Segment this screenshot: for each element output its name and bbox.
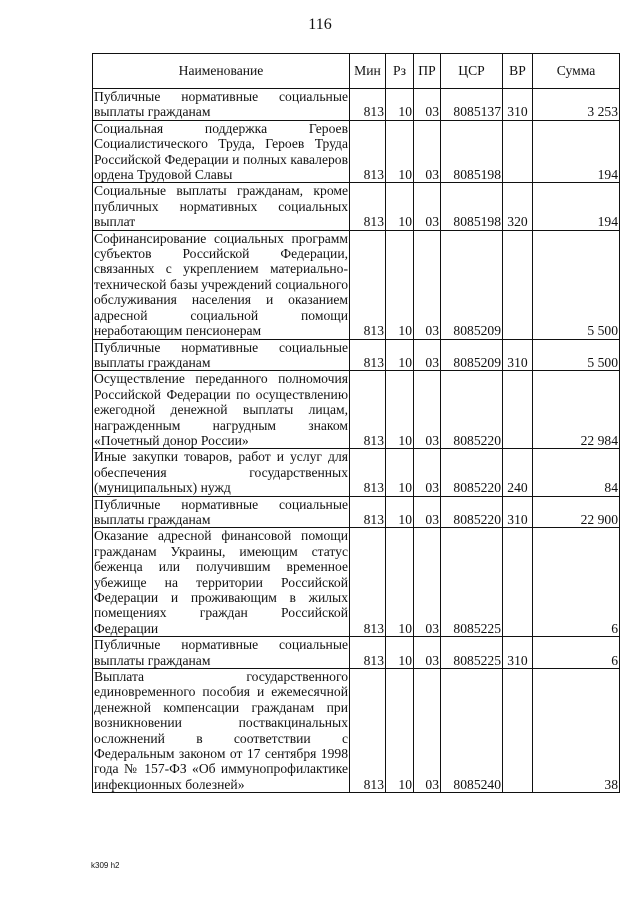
header-sum: Сумма: [533, 54, 620, 89]
table-row: [93, 669, 620, 793]
cell-name: Выплата государственного единовременного пособия и ежемесячной денежной компенсации гражданам при возникновении поствакцинальных осложнений в соответствии с Федеральным законом от 17 сентября 1998 года № 157-ФЗ «Об иммунопрофилактике инфекционных болезней»: [94, 669, 348, 792]
cell-pr: 03: [414, 496, 441, 528]
cell-name: Публичные нормативные социальные выплаты гражданам: [94, 637, 348, 668]
cell-rz: 10: [386, 120, 414, 183]
cell-rz: 10: [386, 449, 414, 496]
cell-min: 813: [350, 120, 386, 183]
cell-rz: 10: [386, 183, 414, 230]
cell-vr: [503, 371, 533, 449]
cell-sum: 6: [533, 637, 620, 669]
cell-vr: 320: [503, 183, 533, 230]
header-min: Мин: [350, 54, 386, 89]
cell-vr: [503, 528, 533, 637]
cell-csr: 8085220: [441, 449, 503, 496]
cell-name: Публичные нормативные социальные выплаты гражданам: [94, 496, 348, 527]
table-row: [93, 371, 620, 449]
cell-csr: 8085220: [441, 371, 503, 449]
cell-csr: 8085209: [441, 230, 503, 339]
cell-name: Публичные нормативные социальные выплаты гражданам: [94, 339, 348, 370]
header-vr: ВР: [503, 54, 533, 89]
cell-min: 813: [350, 496, 386, 528]
table-row: [93, 528, 620, 637]
cell-rz: 10: [386, 637, 414, 669]
table-row: [93, 230, 620, 339]
cell-min: 813: [350, 339, 386, 371]
cell-rz: 10: [386, 89, 414, 121]
cell-sum: 5 500: [533, 230, 620, 339]
cell-pr: 03: [414, 89, 441, 121]
cell-pr: 03: [414, 230, 441, 339]
cell-sum: 84: [533, 449, 620, 496]
cell-vr: 310: [503, 89, 533, 121]
cell-pr: 03: [414, 339, 441, 371]
table-row: [93, 183, 620, 230]
cell-min: 813: [350, 528, 386, 637]
cell-min: 813: [350, 89, 386, 121]
header-name: Наименование: [93, 54, 350, 89]
table-row: [93, 449, 620, 496]
table-body: [93, 89, 620, 793]
cell-pr: 03: [414, 183, 441, 230]
cell-sum: 22 900: [533, 496, 620, 528]
cell-min: 813: [350, 183, 386, 230]
cell-name: Социальные выплаты гражданам, кроме публичных нормативных социальных выплат: [94, 183, 348, 230]
cell-min: 813: [350, 449, 386, 496]
cell-sum: 6: [533, 528, 620, 637]
cell-vr: [503, 669, 533, 793]
table-row: [93, 120, 620, 183]
cell-vr: 240: [503, 449, 533, 496]
table-row: [93, 637, 620, 669]
cell-name: Софинансирование социальных программ субъектов Российской Федерации, связанных с укреплением материально-технической базы учреждений социального обслуживания населения и оказанием адресной социальной помощи неработающим пенсионерам: [94, 230, 348, 339]
cell-min: 813: [350, 637, 386, 669]
cell-sum: 38: [533, 669, 620, 793]
cell-sum: 194: [533, 120, 620, 183]
cell-name: Иные закупки товаров, работ и услуг для обеспечения государственных (муниципальных) нужд: [94, 449, 348, 496]
cell-pr: 03: [414, 637, 441, 669]
cell-csr: 8085220: [441, 496, 503, 528]
cell-sum: 3 253: [533, 89, 620, 121]
cell-csr: 8085225: [441, 637, 503, 669]
cell-rz: 10: [386, 528, 414, 637]
budget-table: [92, 53, 620, 793]
cell-pr: 03: [414, 669, 441, 793]
header-csr: ЦСР: [441, 54, 503, 89]
cell-pr: 03: [414, 449, 441, 496]
header-pr: ПР: [414, 54, 441, 89]
table-row: [93, 496, 620, 528]
cell-csr: 8085240: [441, 669, 503, 793]
cell-vr: 310: [503, 339, 533, 371]
header-rz: Рз: [386, 54, 414, 89]
cell-csr: 8085198: [441, 183, 503, 230]
cell-vr: [503, 230, 533, 339]
cell-sum: 194: [533, 183, 620, 230]
cell-sum: 22 984: [533, 371, 620, 449]
cell-csr: 8085209: [441, 339, 503, 371]
table-header-row: [93, 54, 620, 89]
cell-name: Оказание адресной финансовой помощи гражданам Украины, имеющим статус беженца или получившим временное убежище на территории Российской Федерации и проживающим в жилых помещениях граждан Российской Федерации: [94, 528, 348, 636]
cell-min: 813: [350, 230, 386, 339]
cell-rz: 10: [386, 669, 414, 793]
cell-vr: 310: [503, 637, 533, 669]
cell-rz: 10: [386, 496, 414, 528]
cell-csr: 8085137: [441, 89, 503, 121]
cell-rz: 10: [386, 339, 414, 371]
table-row: [93, 339, 620, 371]
cell-name: Публичные нормативные социальные выплаты гражданам: [94, 89, 348, 120]
table-row: [93, 89, 620, 121]
cell-pr: 03: [414, 371, 441, 449]
cell-csr: 8085225: [441, 528, 503, 637]
cell-sum: 5 500: [533, 339, 620, 371]
cell-vr: 310: [503, 496, 533, 528]
cell-min: 813: [350, 669, 386, 793]
cell-name: Социальная поддержка Героев Социалистического Труда, Героев Труда Российской Федерации и полных кавалеров ордена Трудовой Славы: [94, 120, 348, 183]
cell-name: Осуществление переданного полномочия Российской Федерации по осуществлению ежегодной денежной выплаты лицам, награжденным нагрудным знаком «Почетный донор России»: [94, 371, 348, 448]
cell-rz: 10: [386, 371, 414, 449]
page-number: 116: [308, 16, 332, 33]
cell-pr: 03: [414, 528, 441, 637]
cell-vr: [503, 120, 533, 183]
cell-csr: 8085198: [441, 120, 503, 183]
cell-pr: 03: [414, 120, 441, 183]
cell-min: 813: [350, 371, 386, 449]
footer-code: k309 h2: [91, 861, 120, 870]
cell-rz: 10: [386, 230, 414, 339]
